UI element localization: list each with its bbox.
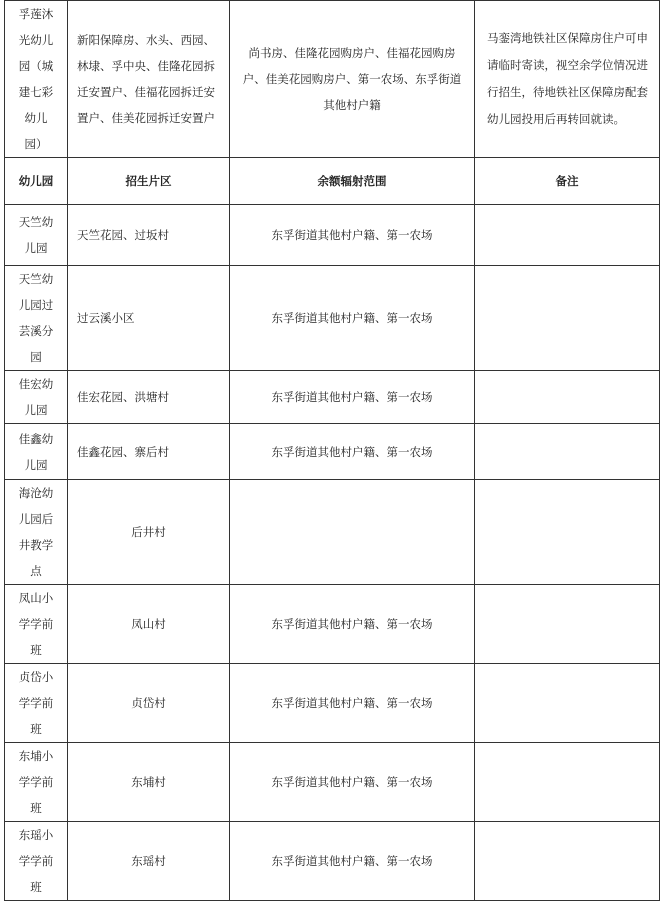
kindergarten-cell: 天竺幼儿园 <box>5 205 68 266</box>
district-cell: 凤山村 <box>68 585 230 664</box>
kindergarten-cell: 凤山小学学前班 <box>5 585 68 664</box>
enrollment-table <box>4 0 660 901</box>
kindergarten-cell: 东瑶小学学前班 <box>5 822 68 901</box>
kindergarten-cell: 海沧幼儿园后井教学点 <box>5 480 68 585</box>
radiation-cell: 尚书房、佳隆花园购房户、佳福花园购房户、佳美花园购房户、第一农场、东孚街道其他村户籍 <box>230 1 475 158</box>
remark-cell <box>475 664 660 743</box>
kindergarten-cell: 佳宏幼儿园 <box>5 371 68 424</box>
column-header-radiation: 余额辐射范围 <box>230 158 475 205</box>
radiation-cell: 东孚街道其他村户籍、第一农场 <box>230 743 475 822</box>
table-row <box>5 371 660 424</box>
table-row <box>5 664 660 743</box>
remark-cell <box>475 743 660 822</box>
radiation-cell: 东孚街道其他村户籍、第一农场 <box>230 266 475 371</box>
table-row <box>5 266 660 371</box>
column-header-remark: 备注 <box>475 158 660 205</box>
remark-cell <box>475 205 660 266</box>
district-cell: 天竺花园、过坂村 <box>68 205 230 266</box>
header-row <box>5 158 660 205</box>
kindergarten-cell: 东埔小学学前班 <box>5 743 68 822</box>
kindergarten-cell: 佳鑫幼儿园 <box>5 424 68 480</box>
kindergarten-cell: 贞岱小学学前班 <box>5 664 68 743</box>
radiation-cell: 东孚街道其他村户籍、第一农场 <box>230 205 475 266</box>
district-cell: 新阳保障房、水头、西园、林埭、孚中央、佳隆花园拆迁安置户、佳福花园拆迁安置户、佳美花园拆迁安置户 <box>68 1 230 158</box>
radiation-cell: 东孚街道其他村户籍、第一农场 <box>230 424 475 480</box>
remark-cell <box>475 371 660 424</box>
table-row <box>5 424 660 480</box>
district-cell: 后井村 <box>68 480 230 585</box>
district-cell: 东埔村 <box>68 743 230 822</box>
radiation-cell: 东孚街道其他村户籍、第一农场 <box>230 822 475 901</box>
table-row <box>5 205 660 266</box>
kindergarten-cell: 孚莲沐光幼儿园（城建七彩幼儿园） <box>5 1 68 158</box>
district-cell: 佳鑫花园、寨后村 <box>68 424 230 480</box>
remark-cell <box>475 480 660 585</box>
remark-cell <box>475 424 660 480</box>
district-cell: 过云溪小区 <box>68 266 230 371</box>
table-row <box>5 585 660 664</box>
district-cell: 东瑶村 <box>68 822 230 901</box>
district-cell: 佳宏花园、洪塘村 <box>68 371 230 424</box>
district-cell: 贞岱村 <box>68 664 230 743</box>
column-header-kindergarten: 幼儿园 <box>5 158 68 205</box>
remark-cell <box>475 822 660 901</box>
radiation-cell: 东孚街道其他村户籍、第一农场 <box>230 585 475 664</box>
remark-cell <box>475 585 660 664</box>
table-row <box>5 743 660 822</box>
table-row <box>5 480 660 585</box>
radiation-cell: 东孚街道其他村户籍、第一农场 <box>230 371 475 424</box>
remark-cell <box>475 266 660 371</box>
radiation-cell <box>230 480 475 585</box>
kindergarten-cell: 天竺幼儿园过芸溪分园 <box>5 266 68 371</box>
radiation-cell: 东孚街道其他村户籍、第一农场 <box>230 664 475 743</box>
remark-cell: 马銮湾地铁社区保障房住户可申请临时寄读，视空余学位情况进行招生，待地铁社区保障房配套幼儿园投用后再转回就读。 <box>475 1 660 158</box>
table-row <box>5 822 660 901</box>
column-header-district: 招生片区 <box>68 158 230 205</box>
table-row <box>5 1 660 158</box>
